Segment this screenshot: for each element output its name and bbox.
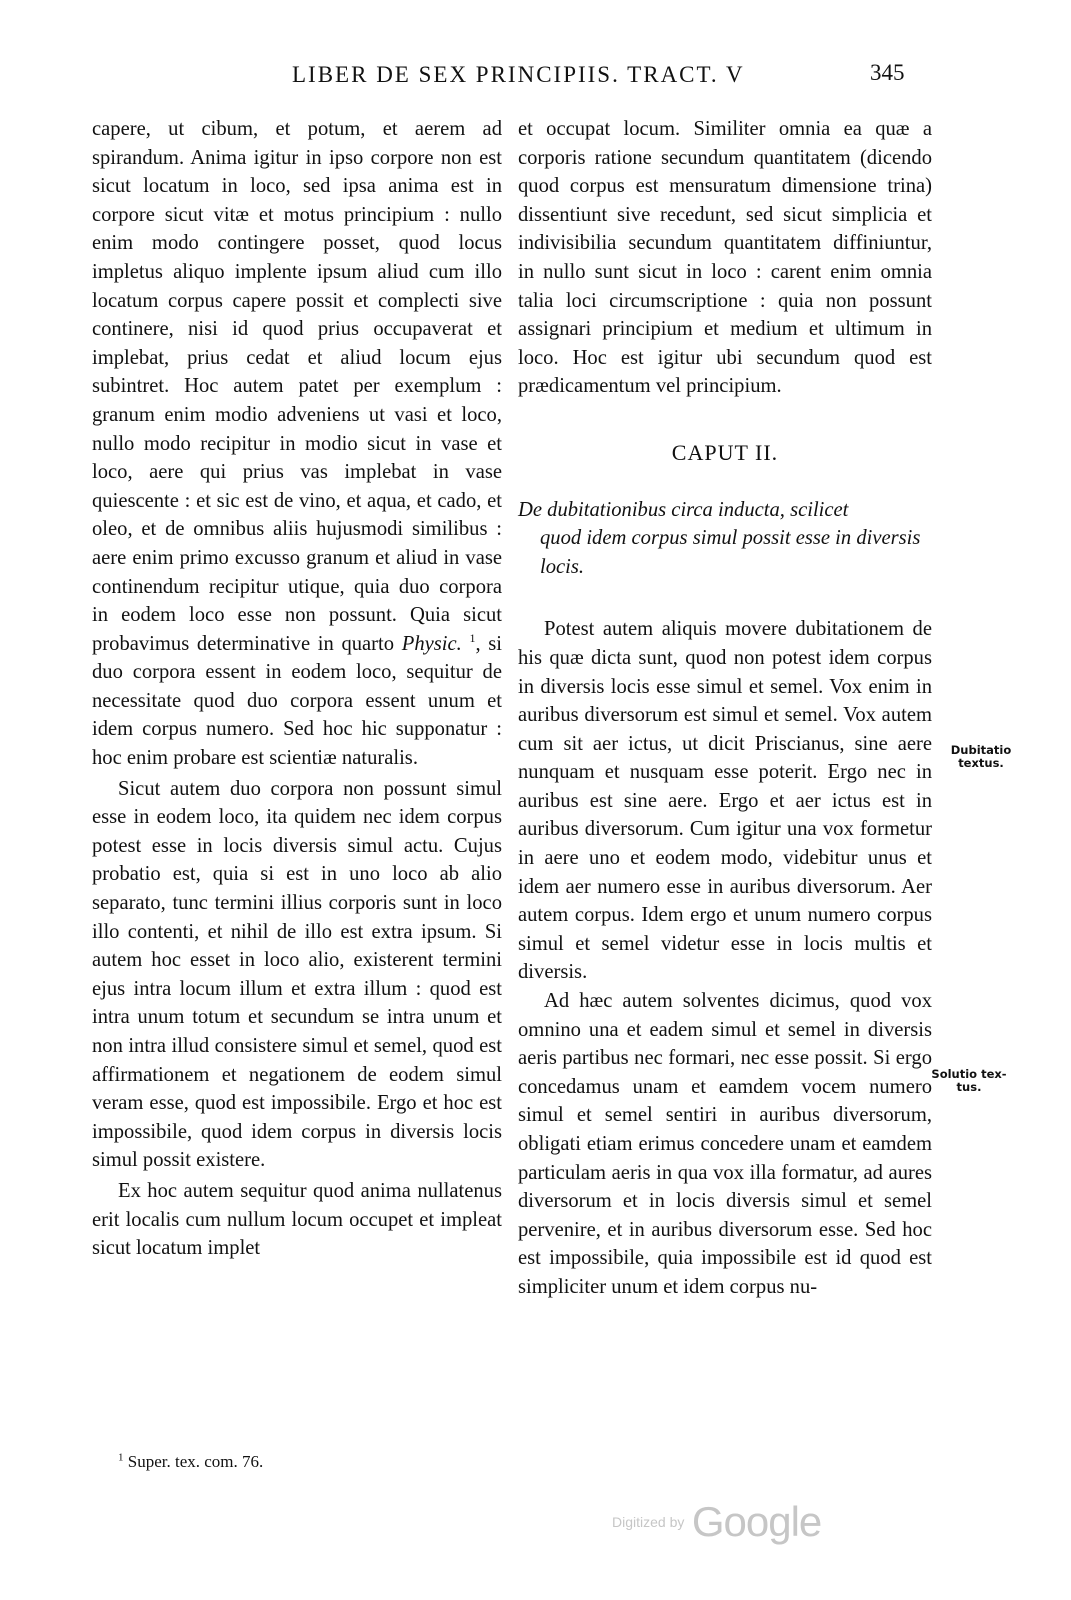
- left-paragraph-1: [92, 115, 502, 773]
- margin-note-dubitatio: [938, 744, 1024, 770]
- footnote-marker: 1: [469, 630, 476, 645]
- chapter-title: CAPUT II.: [671, 439, 779, 465]
- left-column: [92, 115, 502, 1263]
- digitized-by-label: Digitized by: [612, 1514, 685, 1530]
- chapter-subtitle-line-1: De dubitationibus circa inducta, scilicet: [518, 498, 849, 521]
- margin-note-solutio: [924, 1068, 1014, 1094]
- footnote: [118, 1452, 263, 1472]
- right-paragraph-3: Ad hæc autem solventes dicimus, quod vox omnino una et eadem simul et semel in diversis aeris partibus nec formari, nec esse possit. Si ergo concedamus unam et eamdem vocem numero simul et semel sentiri in auribus diversorum, obligati etiam erimus concedere unam et eamdem particulam aeris in qua vox illa formatur, ad aures diversorum et in locis diversis simul et semel pervenire, et in auribus diversorum esse. Sed hoc est impossibile, quia impossibile est id quod est simpliciter unum et idem corpus nu-: [518, 990, 932, 1298]
- margin-note-2-line-1: Solutio tex-: [931, 1067, 1007, 1081]
- right-column: [518, 115, 932, 1302]
- left-paragraph-3: Ex hoc autem sequitur quod anima nullatenus erit localis cum nullum locum occupet et impleat sicut locatum implet: [92, 1179, 502, 1260]
- chapter-subtitle-line-2: quod idem corpus simul possit esse in diversis locis.: [540, 527, 921, 578]
- physics-reference: Physic.: [401, 632, 462, 655]
- digitized-watermark: [612, 1498, 821, 1546]
- chapter-subtitle: [518, 496, 932, 582]
- footnote-text: Super. tex. com. 76.: [127, 1452, 264, 1471]
- margin-note-2-line-2: tus.: [956, 1080, 982, 1094]
- margin-note-1-line-1: Dubitatio: [950, 743, 1012, 757]
- left-paragraph-1-text: capere, ut cibum, et potum, et aerem ad spirandum. Anima igitur in ipso corpore non est sicut locatum in loco, sed ipsa anima est in corpore sicut vitæ et motus principium : nullo enim modo contingere posset, quod locus impletus aliquo implente ipsum aliud cum illo locatum corpus capere possit et complecti sive continere, nisi id quod prius occupaverat et implebat, prius cedat et aliud locum ejus subintret. Hoc autem patet per exemplum : granum enim modio adveniens ut vasi et loco, nullo modo recipitur in modio sicut in vase et loco, aere qui prius vas implebat in vase quiescente : et sic est de vino, et aqua, et cado, et oleo, et de omnibus aliis hujusmodi similibus : aere enim primo excusso granum et aliud in vase continendum recipitur utique, quia duo corpora in eodem loco esse non possunt. Quia sicut probavimus determinative in quarto: [92, 118, 502, 655]
- running-title: LIBER DE SEX PRINCIPIIS. TRACT. V: [292, 62, 745, 87]
- left-paragraph-2: Sicut autem duo corpora non possunt simul esse in eodem loco, ita quidem nec idem corpus potest esse in locis diversis simul actu. Cujus probatio est, quia si est in uno loco ab alio separato, tunc termini illius corporis sunt in loco illo contenti, et nihil de illo est extra ipsum. Si autem hoc esset in loco alio, existerent termini ejus intra locum illum et extra illum : quod est intra unum totum et secundum se intra unum et non intra illud consistere simul et semel, quod est affirmationem et negationem de eodem simul veram esse, quod est impossibile. Ergo et hoc est impossibile, quod idem corpus in diversis locis simul possit existere.: [92, 777, 502, 1172]
- page-number: 345: [870, 60, 905, 85]
- margin-note-1-line-2: textus.: [958, 756, 1004, 770]
- footnote-number: 1: [118, 1451, 124, 1464]
- left-paragraph-1-end: , si duo corpora essent in eodem loco, sequitur de necessitate quod duo corpora essent unum et idem corpus numero. Sed hoc hic supponatur : hoc enim probare est scientiæ naturalis.: [92, 632, 502, 770]
- page-header: [0, 62, 1071, 98]
- right-paragraph-1: et occupat locum. Similiter omnia ea quæ a corporis ratione secundum quantitatem (dicendo quod corpus est mensuratum dimensione trina) dissentiunt sive recedunt, sed sicut simplicia et indivisibilia secundum quantitatem diffiniuntur, in nullo sunt sicut in loco : carent enim omnia talia loci circumscriptione : quia non possunt assignari principium et medium et ultimum in loco. Hoc est igitur ubi secundum quod est prædicamentum vel principium.: [518, 118, 932, 398]
- right-paragraph-2: Potest autem aliquis movere dubitationem de his quæ dicta sunt, quod non potest idem corpus in diversis locis esse simul et semel. Vox enim in auribus diversorum est simul et semel. Vox autem cum sit aer ictus, ut dicit Priscianus, sine aere nunquam et nusquam esse poterit. Ergo nec in auribus est sine aere. Ergo et aer ictus est in auribus diversorum. Cum igitur una vox formetur in aere uno et eodem modo, videbitur unus et idem aer numero esse in auribus diversorum. Aer autem corpus. Idem ergo et unum numero corpus simul et semel videtur esse in locis multis et diversis.: [518, 618, 932, 984]
- google-logo: Google: [691, 1498, 822, 1545]
